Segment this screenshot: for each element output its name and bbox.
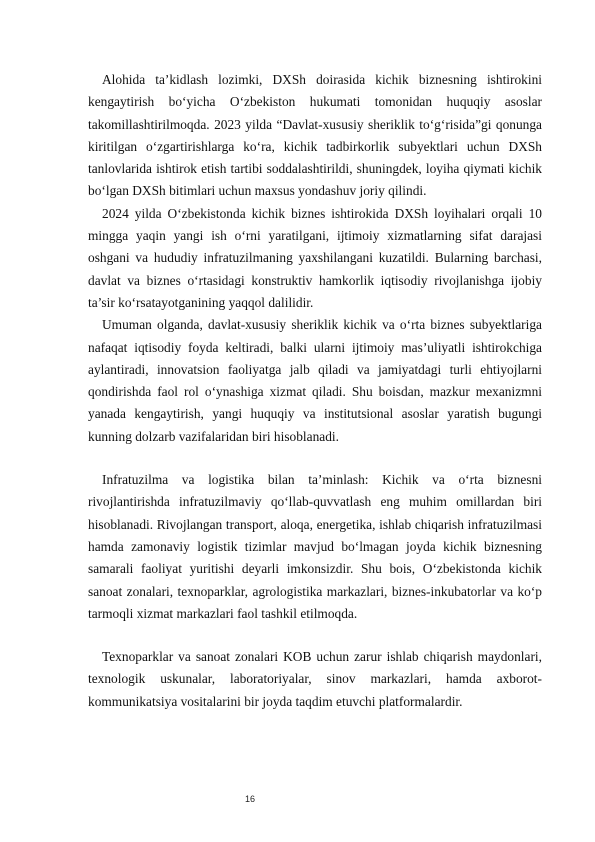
paragraph-spacer [88, 448, 542, 469]
paragraph-infrastructure: Infratuzilma va logistika bilan ta’minlash: Kichik va o‘rta biznesni rivojlantirishda infratuzilmaviy qo‘llab-quvvatlash eng muhim omillardan biri hisoblanadi. Rivojlangan transport, aloqa, energetika, ishlab chiqarish infratuzilmasi hamda zamonaviy logistik tizimlar mavjud bo‘lmagan joyda kichik biznesning samarali faoliyat yuritishi deyarli imkonsizdir. Shu bois, O‘zbekistonda kichik sanoat zonalari, texnoparklar, agrologistika markazlari, biznes-inkubatorlar va ko‘p tarmoqli xizmat markazlari faol tashkil etilmoqda. [88, 472, 542, 621]
page-number: 16 [244, 794, 255, 804]
paragraph-spacer [88, 625, 542, 646]
paragraph-2024-results: 2024 yilda O‘zbekistonda kichik biznes ishtirokida DXSh loyihalari orqali 10 mingga yaqin yangi ish o‘rni yaratilgani, ijtimoiy xizmatlarning sifat darajasi oshgani va hududiy infratuzilmaning yaxshilangani kuzatildi. Bularning barchasi, davlat va biznes o‘rtasidagi konstruktiv hamkorlik iqtisodiy rivojlanishga ijobiy ta’sir ko‘rsatayotganining yaqqol dalilidir. [88, 205, 542, 310]
body-text [88, 69, 542, 713]
paragraph-legal-framework: Alohida ta’kidlash lozimki, DXSh doirasida kichik biznesning ishtirokini kengaytirish bo‘yicha O‘zbekiston hukumati tomonidan huquqiy asoslar takomillashtirilmoqda. 2023 yilda “Davlat-xususiy sheriklik to‘g‘risida”gi qonunga kiritilgan o‘zgartirishlarga ko‘ra, kichik tadbirkorlik subyektlari uchun DXSh tanlovlarida ishtirok etish tartibi soddalashtirildi, shuningdek, loyiha qiymati kichik bo‘lgan DXSh bitimlari uchun maxsus yondashuv joriy qilindi. [88, 72, 542, 199]
paragraph-conclusion: Umuman olganda, davlat-xususiy sheriklik kichik va o‘rta biznes subyektlariga nafaqat iqtisodiy foyda keltiradi, balki ularni ijtimoiy mas’uliyatli ishtirokchiga aylantiradi, innovatsion faoliyatga jalb qiladi va jamiyatdagi turli ehtiyojlarni qondirishda faol rol o‘ynashiga xizmat qiladi. Shu boisdan, mazkur mexanizmni yanada kengaytirish, yangi huquqiy va institutsional asoslar yaratish bugungi kunning dolzarb vazifalaridan biri hisoblanadi. [88, 317, 542, 444]
paragraph-technoparks: Texnoparklar va sanoat zonalari KOB uchun zarur ishlab chiqarish maydonlari, texnologik uskunalar, laboratoriyalar, sinov markazlari, hamda axborot-kommunikatsiya vositalarini bir joyda taqdim etuvchi platformalardir. [88, 649, 542, 709]
